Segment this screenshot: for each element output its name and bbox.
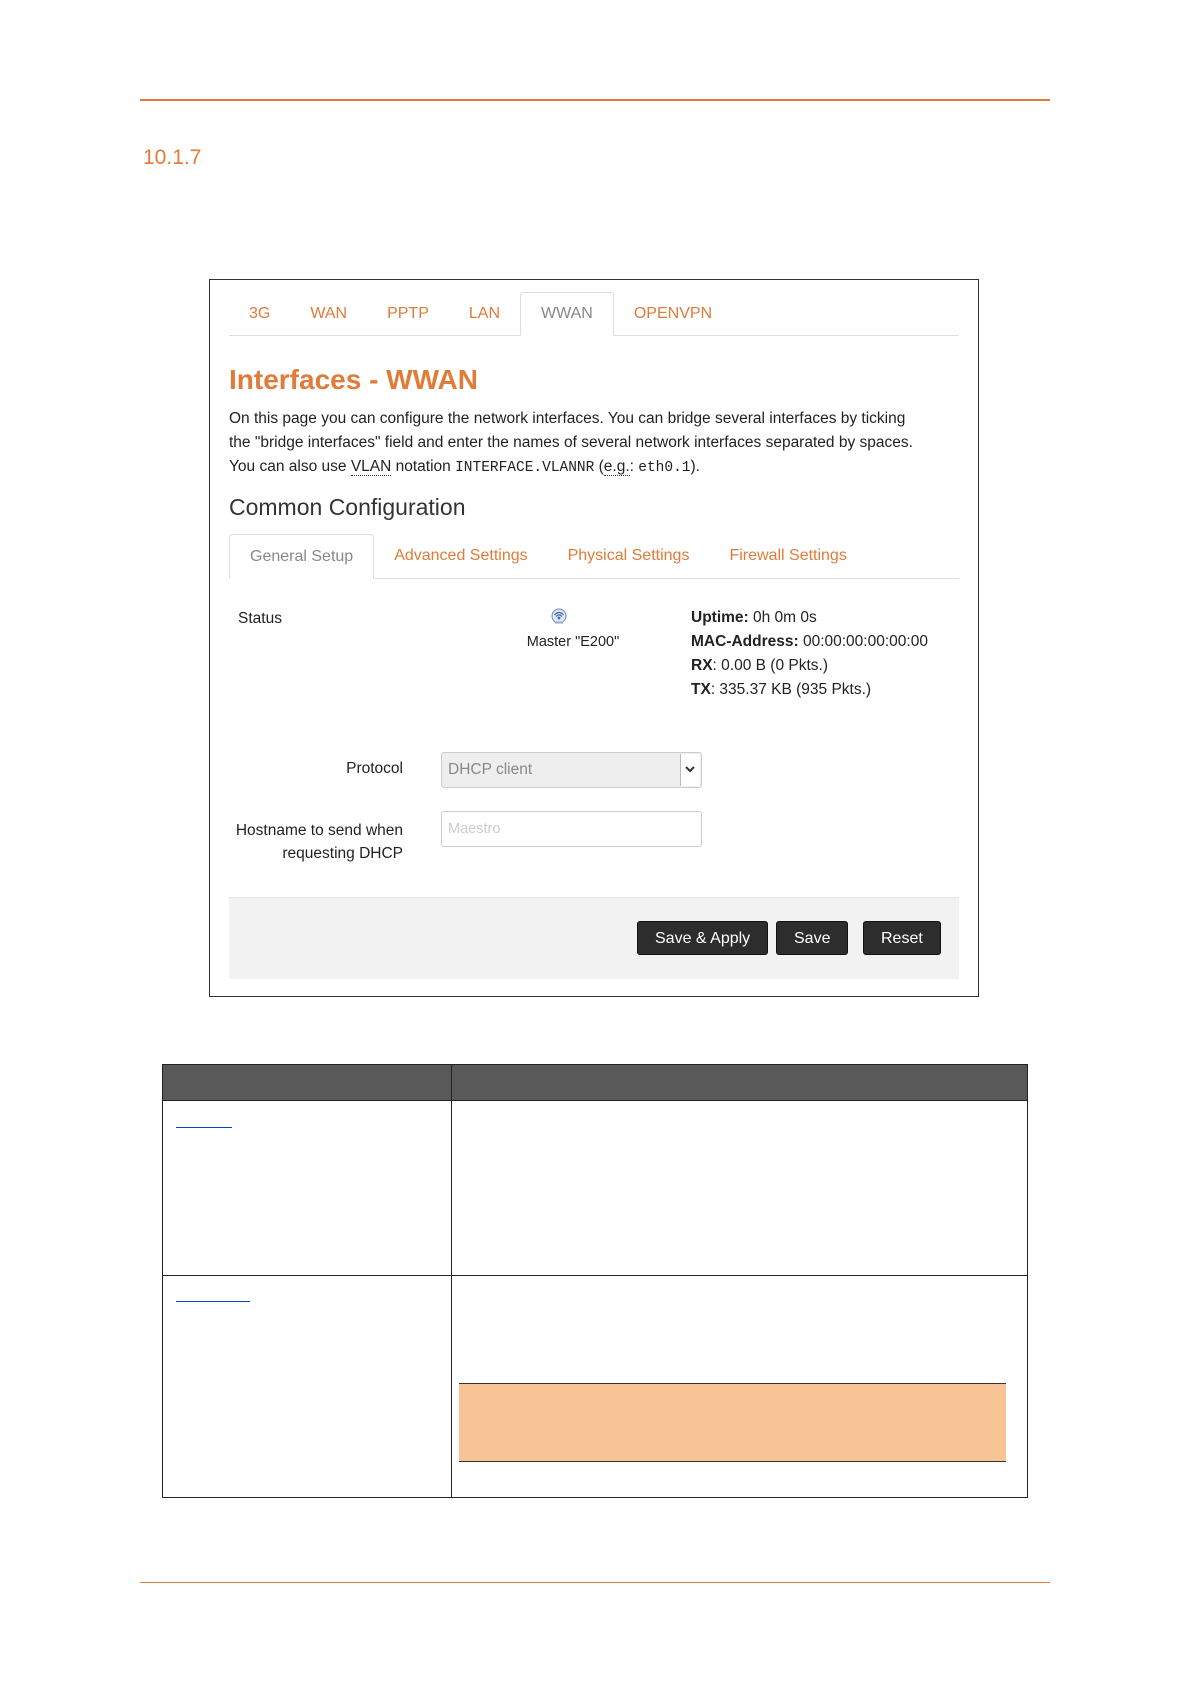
intro-line-2: the "bridge interfaces" field and enter the names of several network interfaces separated by spaces. xyxy=(229,434,913,451)
interface-notation: INTERFACE.VLANNR xyxy=(455,460,595,476)
intro-line-1: On this page you can configure the network interfaces. You can bridge several interfaces by ticking xyxy=(229,410,906,427)
uptime-label: Uptime: xyxy=(691,609,749,626)
status-label: Status xyxy=(238,610,282,627)
wireless-signal-icon xyxy=(550,607,568,625)
field-link-1[interactable] xyxy=(176,1127,232,1128)
row-divider xyxy=(163,1275,1027,1276)
section-number: 10.1.7 xyxy=(143,146,202,169)
tab-wwan[interactable]: WWAN xyxy=(520,292,614,336)
tab-openvpn[interactable]: OPENVPN xyxy=(633,305,713,322)
description-table xyxy=(162,1064,1028,1498)
hostname-input[interactable] xyxy=(441,811,702,847)
intro-line-3-mid: notation xyxy=(391,458,456,475)
protocol-label: Protocol xyxy=(346,760,403,777)
tab-general-setup[interactable]: General Setup xyxy=(229,534,374,579)
tx-value: : 335.37 KB (935 Pkts.) xyxy=(710,681,872,698)
intro-line-3-colon: : xyxy=(629,458,639,475)
tab-3g[interactable]: 3G xyxy=(249,305,271,322)
tab-advanced-settings[interactable]: Advanced Settings xyxy=(394,547,528,564)
eg-abbr: e.g. xyxy=(603,458,630,475)
common-configuration-heading: Common Configuration xyxy=(229,494,466,520)
save-button[interactable]: Save xyxy=(776,921,848,955)
save-apply-button[interactable]: Save & Apply xyxy=(637,921,768,955)
rx-label: RX xyxy=(691,657,713,674)
hostname-label xyxy=(218,819,403,865)
tx-label: TX xyxy=(691,681,711,698)
intro-line-3-paren: ( xyxy=(594,458,604,475)
protocol-select[interactable] xyxy=(441,752,702,788)
header-divider xyxy=(451,1065,452,1100)
field-link-2[interactable] xyxy=(176,1301,250,1302)
intro-line-3-end: ). xyxy=(690,458,700,475)
footer-rule xyxy=(140,1582,1050,1583)
note-box xyxy=(459,1383,1006,1462)
config-tabs xyxy=(229,534,959,579)
protocol-value: DHCP client xyxy=(448,761,533,778)
hostname-label-line-1: Hostname to send when xyxy=(235,822,403,839)
header-rule xyxy=(140,99,1050,101)
interface-tabs xyxy=(229,292,959,336)
tab-firewall-settings[interactable]: Firewall Settings xyxy=(729,547,847,564)
tab-pptp[interactable]: PPTP xyxy=(387,305,429,322)
form-actions xyxy=(229,897,959,979)
status-stats xyxy=(691,606,928,702)
tab-wan[interactable]: WAN xyxy=(310,305,348,322)
header-rule-line xyxy=(163,1100,1027,1101)
mac-label: MAC-Address: xyxy=(691,633,799,650)
mac-value: 00:00:00:00:00:00 xyxy=(798,633,928,650)
chevron-down-icon[interactable] xyxy=(680,754,700,786)
intro-line-3-pre: You can also use xyxy=(229,458,351,475)
vlan-abbr: VLAN xyxy=(350,458,392,475)
page-title: Interfaces - WWAN xyxy=(229,364,478,395)
column-divider xyxy=(451,1100,452,1497)
wireless-ssid: Master "E200" xyxy=(526,634,620,650)
tab-physical-settings[interactable]: Physical Settings xyxy=(567,547,690,564)
example-notation: eth0.1 xyxy=(638,460,691,476)
rx-value: : 0.00 B (0 Pkts.) xyxy=(712,657,828,674)
table-header xyxy=(163,1065,1027,1100)
tab-lan[interactable]: LAN xyxy=(468,305,500,322)
uptime-value: 0h 0m 0s xyxy=(748,609,817,626)
intro-text xyxy=(229,407,959,480)
reset-button[interactable]: Reset xyxy=(863,921,941,955)
ui-screenshot xyxy=(209,279,979,997)
hostname-label-line-2: requesting DHCP xyxy=(282,845,403,862)
